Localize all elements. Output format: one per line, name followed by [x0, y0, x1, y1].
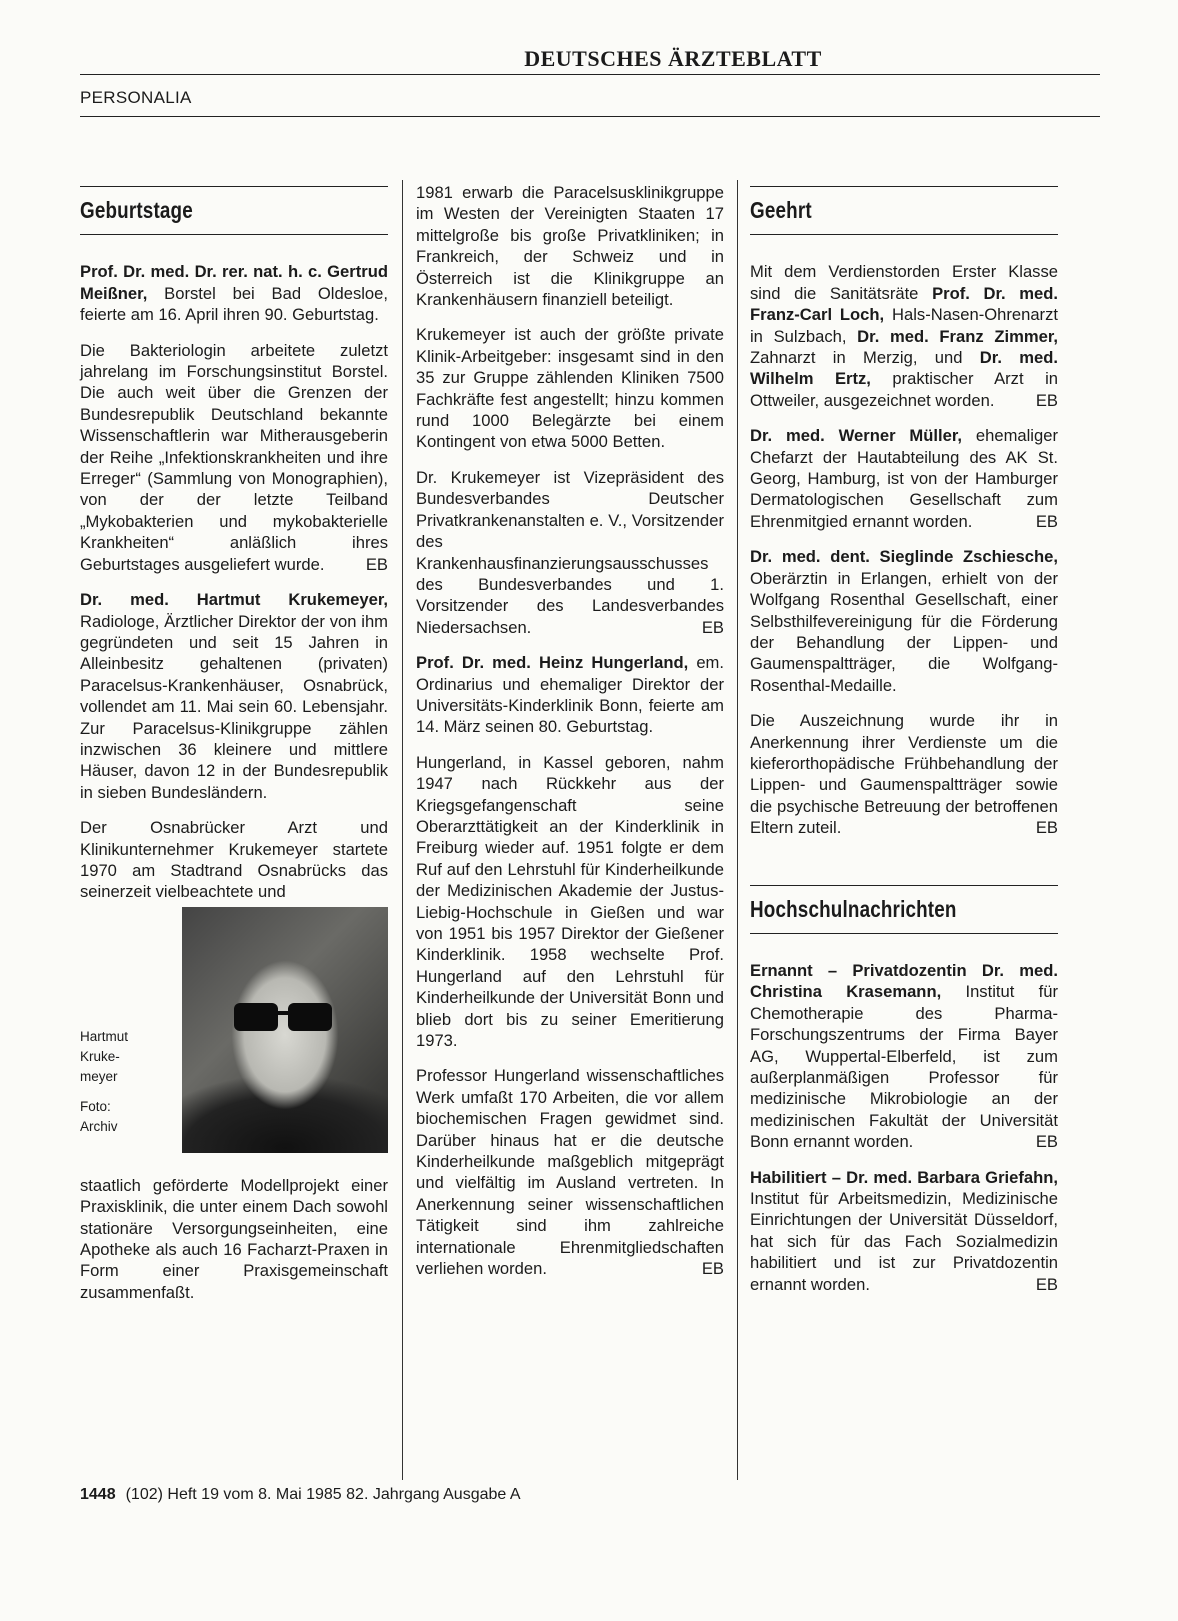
caption-line: meyer [80, 1068, 118, 1084]
glasses-lens [234, 1003, 278, 1031]
person-name: Dr. med. Hartmut Krukemeyer, [80, 590, 388, 610]
page-footer [80, 1486, 521, 1504]
heading-rule [750, 933, 1058, 934]
paragraph [416, 467, 724, 638]
paragraph [416, 752, 724, 1052]
paragraph [750, 261, 1058, 411]
paragraph-text: 1981 erwarb die Paracelsusklinikgruppe im Westen der Vereinigten Staaten 17 mittelgroße bis große Privatkliniken; in Frankreich, der Schweiz und in Österreich ist die Klinikgruppe an Krankenhäusern finanziell beteiligt. [416, 183, 724, 310]
paragraph-text: Hals-Nasen-Ohrenarzt in Sulzbach, [750, 305, 1058, 346]
person-name: Dr. med. Wilhelm Ertz, [750, 348, 1058, 389]
caption-line: Archiv [80, 1118, 118, 1134]
person-name: Dr. med. dent. Sieglinde Zschiesche, [750, 547, 1058, 567]
paragraph-text: Die Bakteriologin arbeitete zuletzt jahrelang im Forschungsinstitut Borstel. Die auch weit über die Grenzen der Bundesrepublik Deutschland bekannte Wissenschaftlerin war Mitherausgeberin der Reihe „Infektionskrankheiten und ihre Erreger“ (Sammlung von Monographien), von der der letzte Teilband „Mykobakterien und mykobakterielle Krankheiten“ anläßlich ihres Geburtstages ausgeliefert wurde. [80, 340, 388, 574]
heading-rule [80, 186, 388, 187]
header-rule-top [80, 74, 1100, 75]
paragraph-text: Die Auszeichnung wurde ihr in Anerkennung ihrer Verdienste um die kieferorthopädische Frühbehandlung der Lippen- und Gaumenspaltträger sowie die psychische Betreuung der betroffenen Eltern zuteil. [750, 711, 1058, 838]
column-divider-2 [737, 180, 738, 1480]
paragraph-text: Hungerland, in Kassel geboren, nahm 1947 nach Rückkehr aus der Kriegsgefangenschaft seine Oberarzttätigkeit an der Kinderklinik in Freiburg wieder auf. 1951 folgte er dem Ruf auf den Lehrstuhl für Kinderheilkunde der Medizinischen Akademie der Justus-Liebig-Hochschule in Gießen und war von 1951 bis 1957 Direktor der Gießener Kinderklinik. 1958 wechselte Prof. Hungerland auf den Lehrstuhl für Kinderheilkunde der Universität Bonn und blieb dort bis zu seiner Emeritierung 1973. [416, 752, 724, 1051]
section-spacer [750, 853, 1058, 879]
paragraph-text: Professor Hungerland wissenschaftliches Werk umfaßt 170 Arbeiten, die vor allem biochemischen Fragen gewidmet sind. Darüber hinaus hat er die deutsche Kinderheilkunde maßgeblich mitgeprägt und vielfältig im Ausland vertreten. In Anerkennung seiner wissenschaftlichen Tätigkeit sind ihm zahlreiche internationale Ehrenmitgliedschaften verliehen worden. [416, 1066, 724, 1279]
paragraph [750, 1167, 1058, 1295]
signature: EB [1035, 511, 1058, 531]
paragraph [416, 1065, 724, 1279]
paragraph-text: Oberärztin in Erlangen, erhielt von der Wolfgang Rosenthal Gesellschaft, einer Selbsthilfevereinigung für die Förderung der Behandlung der Lippen- und Gaumenspaltträger, die Wolfgang-Rosenthal-Medaille. [750, 568, 1058, 695]
paragraph-text: Zahnarzt in Merzig, und [750, 348, 980, 368]
paragraph-text: Institut für Arbeitsmedizin, Medizinische Einrichtungen der Universität Düsseldorf, hat sich für das Fach Sozialmedizin habilitiert und ist zur Privatdozentin ernannt worden. [750, 1189, 1058, 1294]
heading-hochschulnachrichten: Hochschulnachrichten [750, 895, 957, 922]
header-rule-bottom [80, 116, 1100, 117]
glasses-lens [288, 1003, 332, 1031]
paragraph-text: staatlich geförderte Modellprojekt einer Praxisklinik, die unter einem Dach sowohl stationäre Versorgungseinheiten, eine Apotheke als auch 16 Facharzt-Praxen in Form einer Praxisgemeinschaft zusammenfaßt. [80, 1175, 388, 1302]
paragraph [750, 710, 1058, 838]
paragraph-text: em. Ordinarius und ehemaliger Direktor der Universitäts-Kinderklinik Bonn, feierte am 14. März seinen 80. Geburtstag. [416, 653, 724, 737]
journal-title [0, 46, 1178, 72]
paragraph-text: Institut für Chemotherapie des Pharma-Forschungszentrums der Firma Bayer AG, Wuppertal-Elberfeld, ist zum außerplanmäßigen Professor für medizinische Mikrobiologie an der medizinischen Fakultät der Universität Bonn ernannt worden. [750, 982, 1058, 1152]
person-name: Ernannt – Privatdozentin Dr. med. Christina Krasemann, [750, 960, 1058, 1002]
person-name: Prof. Dr. med. Dr. rer. nat. h. c. Gertrud Meißner, [80, 262, 388, 303]
paragraph-text: Mit dem Verdienstorden Erster Klasse sind die Sanitätsräte [750, 262, 1058, 303]
paragraph [80, 1175, 388, 1303]
paragraph [416, 324, 724, 452]
signature: EB [1035, 818, 1058, 838]
caption-line: Foto: [80, 1098, 111, 1114]
signature: EB [1035, 1132, 1058, 1152]
issue-info: (102) Heft 19 vom 8. Mai 1985 82. Jahrgang Ausgabe A [125, 1486, 521, 1503]
paragraph-text: Der Osnabrücker Arzt und Klinikunternehmer Krukemeyer startete 1970 am Stadtrand Osnabrücks das seinerzeit vielbeachtete und [80, 818, 388, 902]
signature: EB [701, 1259, 724, 1279]
paragraph-text: praktischer Arzt in Ottweiler, ausgezeichnet worden. [750, 369, 1058, 410]
paragraph [416, 182, 724, 310]
section-label: PERSONALIA [80, 88, 192, 107]
paragraph-text: Borstel bei Bad Oldesloe, feierte am 16. April ihren 90. Geburtstag. [80, 283, 388, 325]
heading-rule [80, 234, 388, 235]
glasses-bridge [276, 1011, 290, 1015]
signature: EB [1035, 390, 1058, 410]
heading-rule [750, 186, 1058, 187]
portrait-photo [182, 907, 388, 1153]
signature: EB [365, 554, 388, 574]
person-name: Dr. med. Franz Zimmer, [857, 326, 1058, 346]
heading-geehrt: Geehrt [750, 197, 812, 223]
person-name: Prof. Dr. med. Heinz Hungerland, [416, 653, 689, 673]
column-divider-1 [402, 180, 403, 1480]
signature: EB [1035, 1274, 1058, 1294]
journal-title-text: DEUTSCHES ÄRZTEBLATT [524, 46, 822, 71]
caption-line: Kruke- [80, 1048, 120, 1064]
paragraph [80, 817, 388, 903]
photo-caption [80, 1027, 128, 1137]
column-3 [750, 180, 1058, 1309]
heading-rule [750, 885, 1058, 886]
paragraph-text: Radiologe, Ärztlicher Direktor der von ihm gegründeten und seit 15 Jahren in Alleinbesitz gehaltenen (privaten) Paracelsus-Krankenhäuser, Osnabrück, vollendet am 11. Mai sein 60. Lebensjahr. Zur Paracelsus-Klinikgruppe zählen inzwischen 36 kleinere und mittlere Häuser, davon 12 in der Bundesrepublik in sieben Bundesländern. [80, 611, 388, 802]
column-1 [80, 180, 388, 1317]
caption-line: Hartmut [80, 1028, 129, 1044]
paragraph [750, 425, 1058, 532]
column-2 [416, 182, 724, 1294]
page-number: 1448 [80, 1486, 116, 1503]
paragraph [80, 261, 388, 325]
paragraph [416, 652, 724, 738]
portrait-figure [80, 907, 388, 1169]
heading-rule [750, 234, 1058, 235]
caption-spacer [80, 1087, 128, 1097]
paragraph [750, 546, 1058, 696]
paragraph-text: Dr. Krukemeyer ist Vizepräsident des Bundesverbandes Deutscher Privatkrankenanstalten e. V., Vorsitzender des Krankenhausfinanzierungsausschusses des Bundesverbandes und 1. Vorsitzender des Landesverbandes Niedersachsen. [416, 467, 724, 637]
paragraph-text: ehemaliger Chefarzt der Hautabteilung des AK St. Georg, Hamburg, ist von der Hamburger Dermatologischen Gesellschaft zum Ehrenmitgied ernannt worden. [750, 426, 1058, 531]
paragraph [750, 960, 1058, 1153]
paragraph [80, 589, 388, 803]
person-name: Prof. Dr. med. Franz-Carl Loch, [750, 283, 1059, 325]
paragraph-text: Krukemeyer ist auch der größte private Klinik-Arbeitgeber: insgesamt sind in den 35 zur Gruppe zählenden Kliniken 7500 Fachkräfte fest angestellt; hinzu kommen rund 1000 Belegärzte bei einem Kontingent von etwa 5000 Betten. [416, 325, 724, 452]
person-name: Dr. med. Werner Müller, [750, 426, 962, 446]
person-name: Habilitiert – Dr. med. Barbara Griefahn, [750, 1167, 1058, 1187]
paragraph [80, 340, 388, 575]
heading-geburtstage: Geburtstage [80, 197, 193, 223]
signature: EB [701, 617, 724, 637]
